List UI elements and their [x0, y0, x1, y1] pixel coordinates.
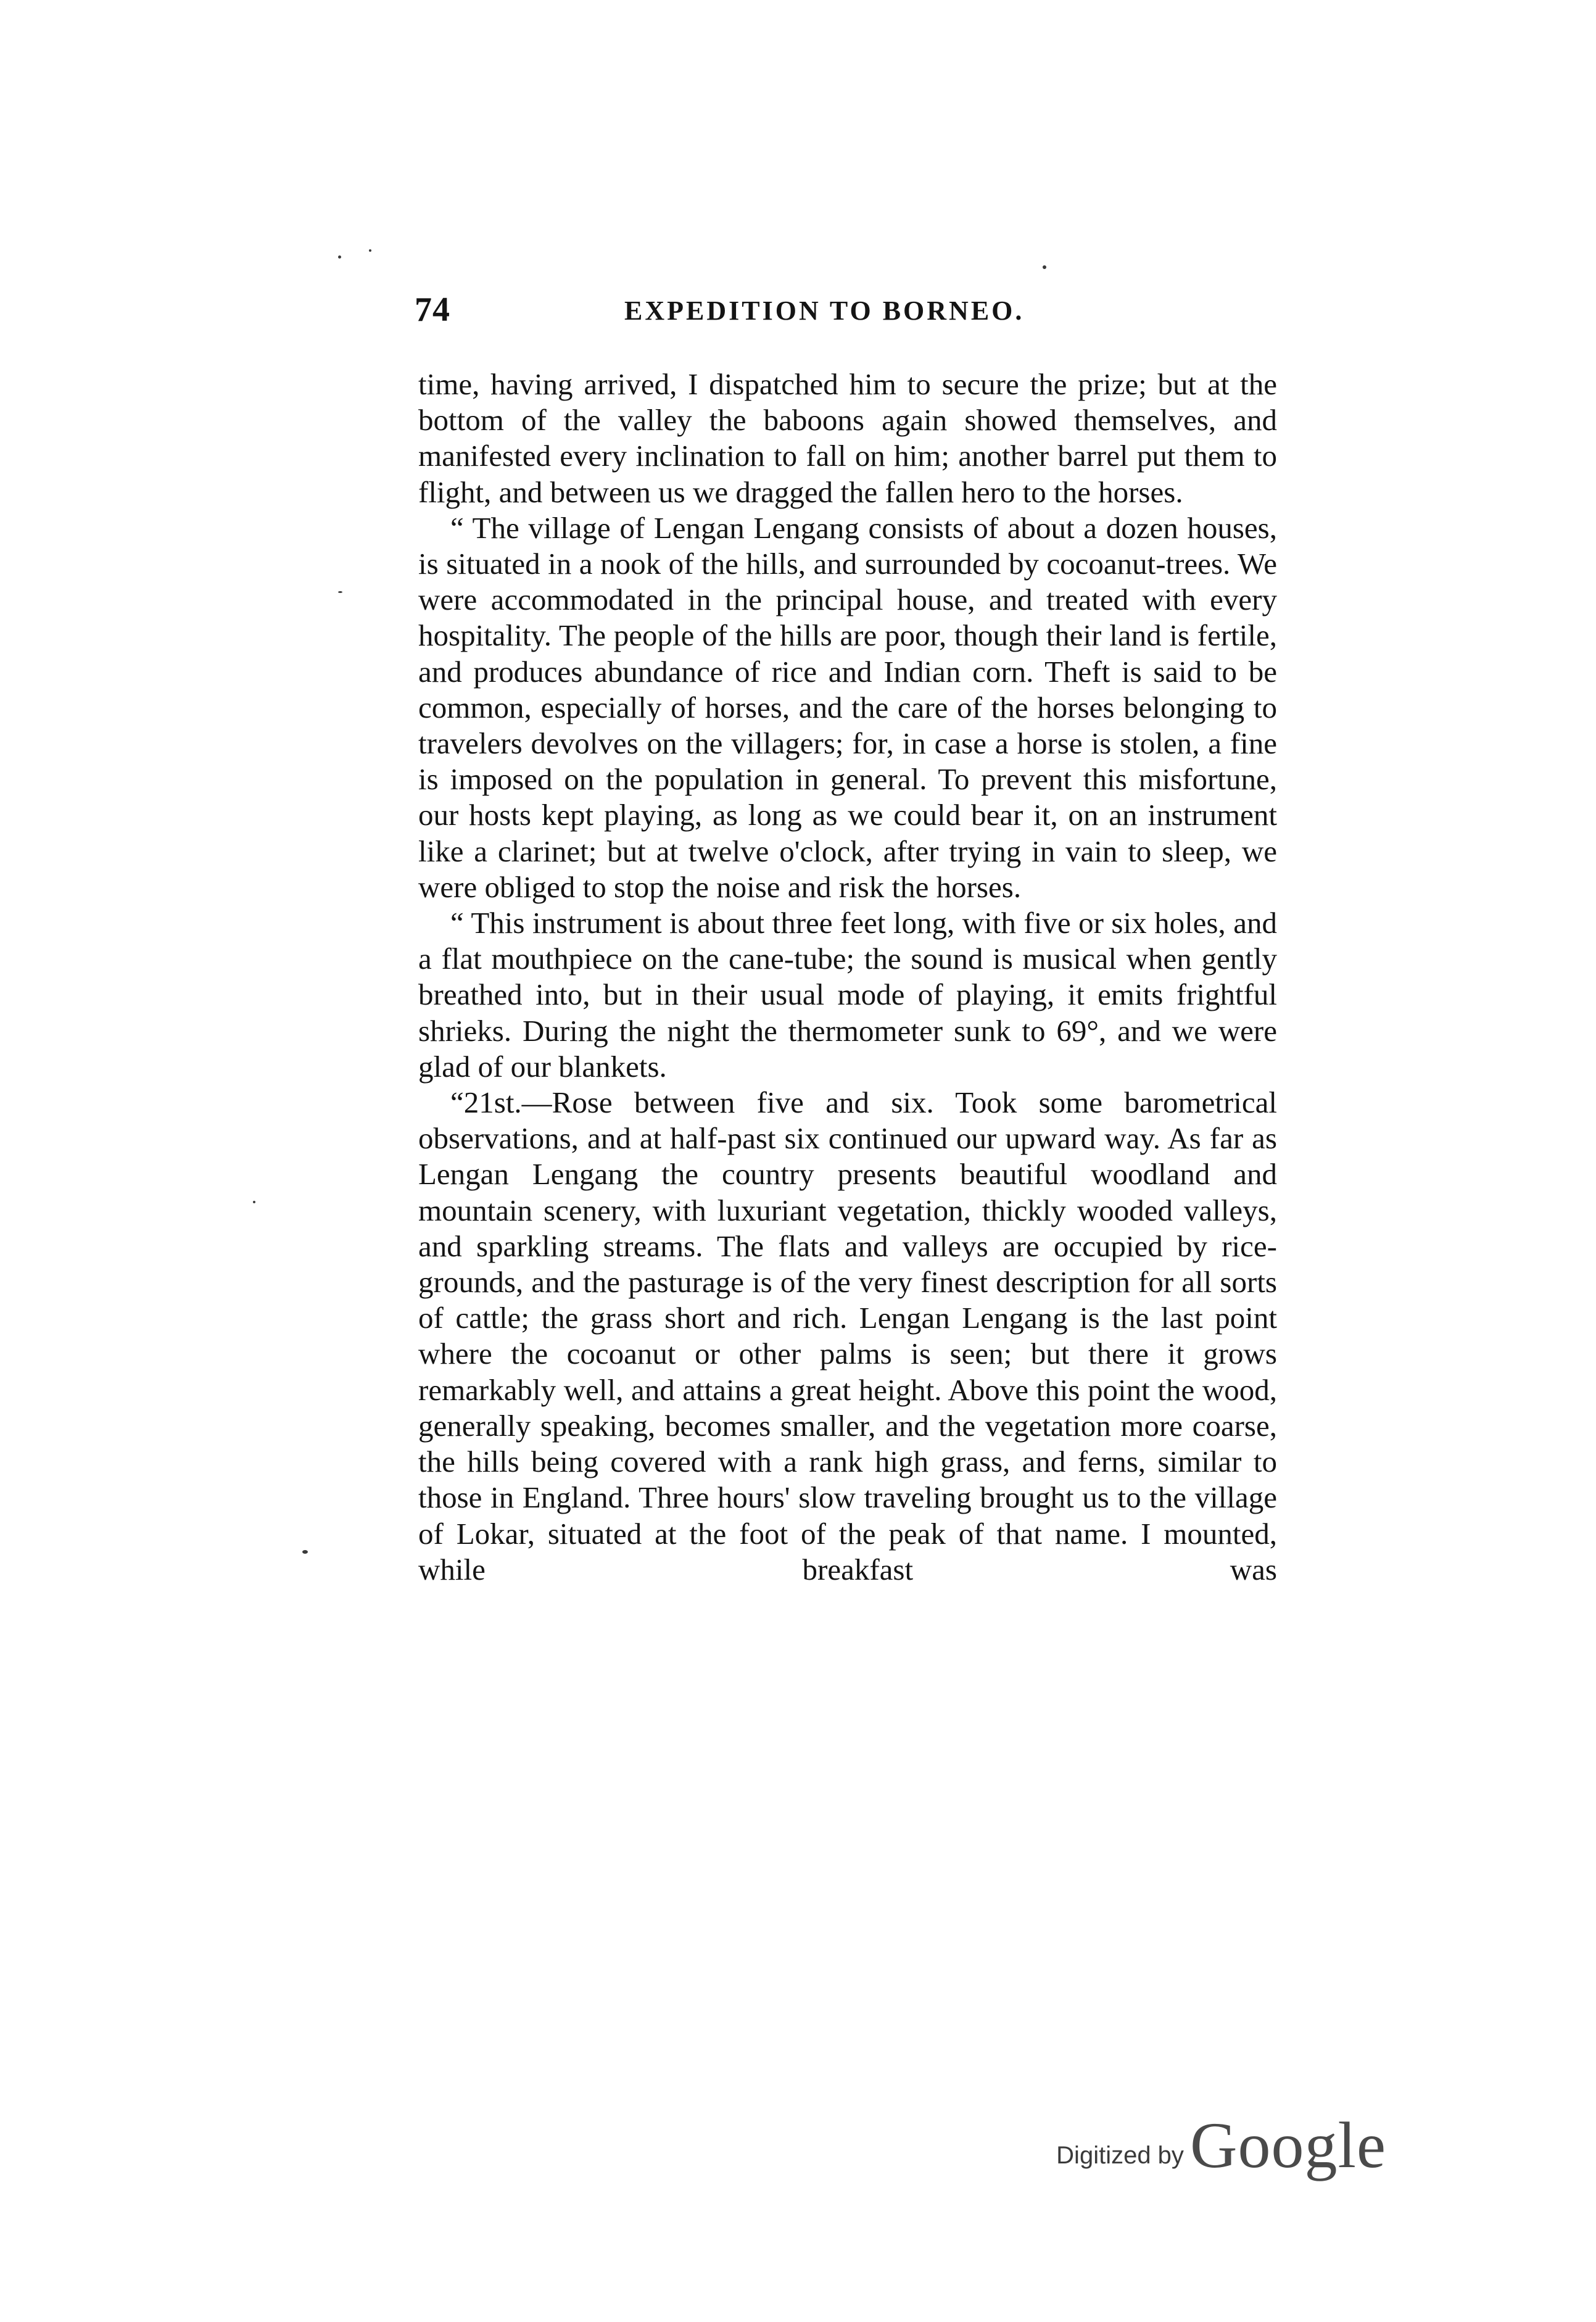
running-head: EXPEDITION TO BORNEO. — [624, 296, 1025, 326]
scan-speck — [338, 255, 341, 259]
scan-speck — [369, 249, 371, 252]
paragraph-2: “ The village of Lengan Lengang consists of about a dozen houses, is situated in a nook of the hills, and surrounded by cocoanut-trees. We were accommodated in the principal house, and treated with every hospitality. The people of the hills are poor, though their land is fertile, and produces abundance of rice and Indian corn. Theft is said to be common, especially of horses, and the care of the horses belonging to travelers devolves on the villagers; for, in case a horse is stolen, a fine is imposed on the population in general. To prevent this misfortune, our hosts kept playing, as long as we could bear it, on an instrument like a clarinet; but at twelve o'clock, after trying in vain to sleep, we were obliged to stop the noise and risk the horses. — [418, 510, 1277, 904]
google-logo: Google — [1189, 2109, 1386, 2181]
scan-speck — [253, 1201, 255, 1203]
paragraph-1: time, having arrived, I dispatched him to secure the prize; but at the bottom of the valley the baboons again showed themselves, and manifested every inclination to fall on him; another barrel put them to flight, and between us we dragged the fallen hero to the horses. — [418, 367, 1277, 509]
paragraph-3: “ This instrument is about three feet long, with five or six holes, and a flat mouthpiece on the cane-tube; the sound is musical when gently breathed into, but in their usual mode of playing, it emits frightful shrieks. During the night the thermometer sunk to 69°, and we were glad of our blankets. — [418, 906, 1277, 1084]
digitized-by-google-watermark — [1056, 2104, 1386, 2181]
page-header — [415, 290, 1291, 346]
scan-speck — [302, 1550, 308, 1554]
scan-speck — [1043, 265, 1046, 269]
page-number: 74 — [415, 291, 450, 329]
watermark-prefix: Digitized by — [1056, 2142, 1184, 2169]
paragraph-4: “21st.—Rose between five and six. Took some barometrical observations, and at half-past six continued our upward way. As far as Lengan Lengang the country presents beautiful woodland and mountain scenery, with luxuriant vegetation, thickly wooded valleys, and sparkling streams. The flats and valleys are occupied by rice-grounds, and the pasturage is of the very finest description for all sorts of cattle; the grass short and rich. Lengan Lengang is the last point where the cocoanut or other palms is seen; but there it grows remarkably well, and attains a great height. Above this point the wood, generally speaking, becomes smaller, and the vegetation more coarse, the hills being covered with a rank high grass, and ferns, similar to those in England. Three hours' slow traveling brought us to the village of Lokar, situated at the foot of the peak of that name. I mounted, while breakfast was — [418, 1085, 1277, 1586]
scan-speck — [338, 591, 342, 593]
body-text — [418, 367, 1277, 1588]
